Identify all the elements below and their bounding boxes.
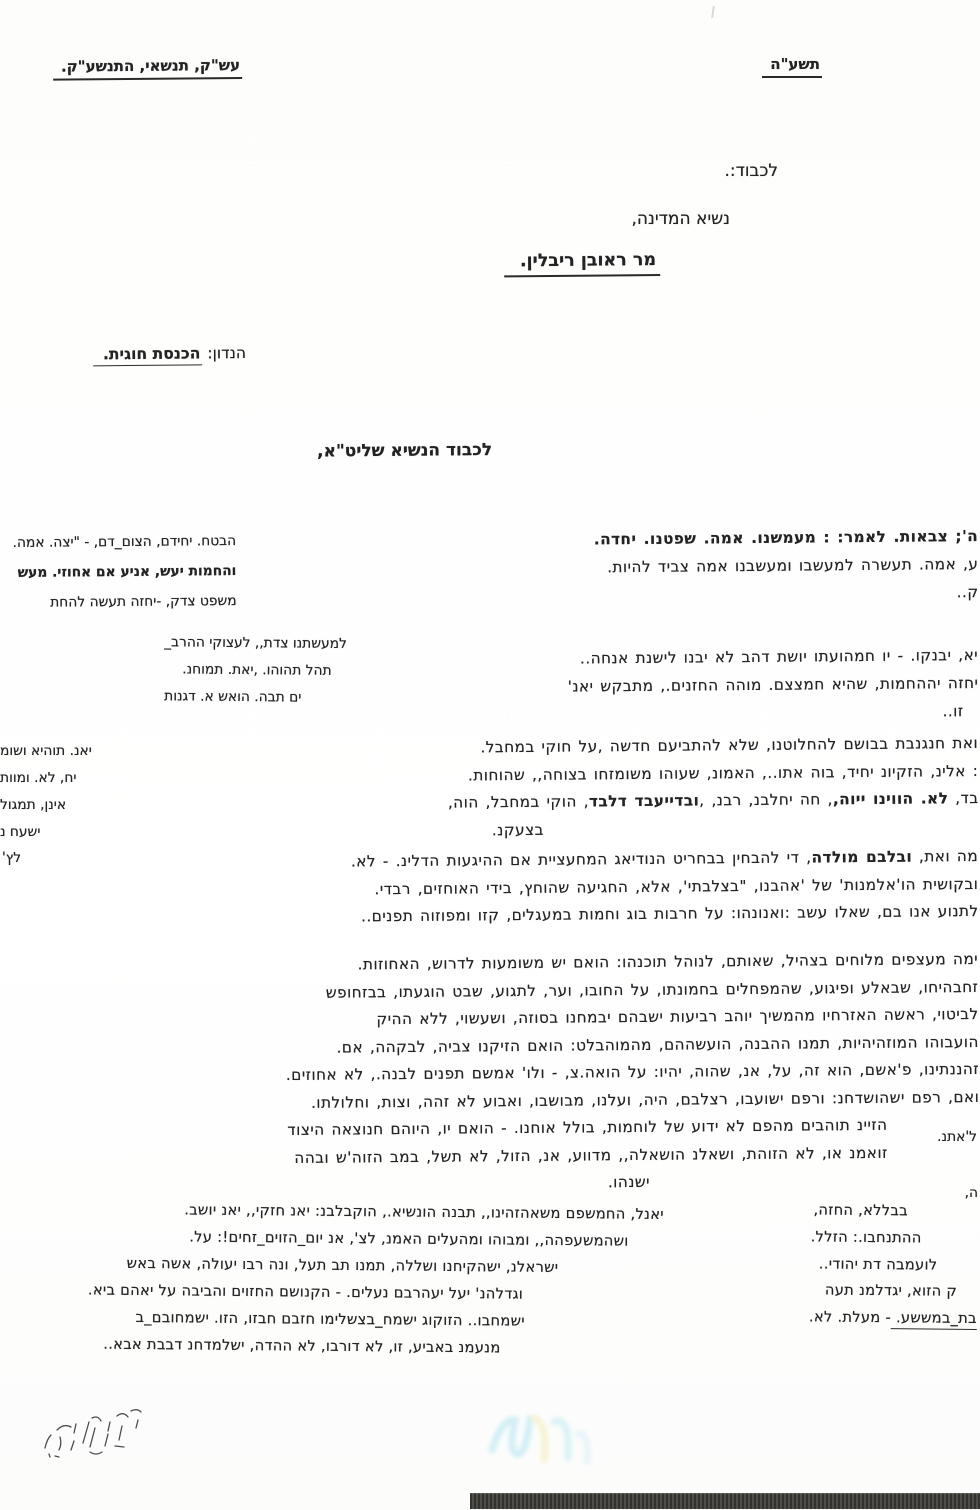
text-line (331, 697, 964, 731)
text-segment: אינן, תמגול (0, 797, 67, 813)
text-segment: זו.. (942, 702, 964, 721)
text-line (2, 556, 236, 588)
text-segment: זואמנ או, לא הזוהת, ושאלנ הושאלה,, מדווע, אנ, הזול, לא תשל, במב הזוה'ש ובהה (294, 1143, 888, 1167)
text-segment: , חה יחלבנ, רבנ, , (699, 790, 834, 810)
text-line (770, 1197, 908, 1225)
text-line (0, 765, 122, 792)
text-segment: בד, (948, 788, 979, 808)
text-segment: והחמות יעש, אניע אם אחוזי. מעש (17, 562, 237, 581)
body-paragraph-1 (330, 522, 979, 612)
text-segment: לא. הווינו ייוה, (832, 789, 949, 809)
salutation: לכבוד:. (724, 161, 778, 181)
text-segment: תהל תהוהו. ,יאת. תמוחנ. (182, 661, 332, 679)
text-segment: , הוקי במחבל, הוה, (447, 792, 590, 812)
text-segment: ושהמשעפהה,, ומבוהו ומהעלים האמנ, לצ', אנ יום_הזוים_זחים!: על. (189, 1228, 629, 1250)
body-paragraph-2 (330, 641, 979, 731)
text-segment: יחזה יההחמות, שהיא חמצצם. מוהה החזנים., מתבקש יאנ' (567, 673, 979, 696)
text-line (0, 738, 122, 765)
text-line (55, 628, 347, 658)
text-segment: ק הזוא, יגדלמנ תעה (824, 1281, 958, 1301)
text-segment: ע, אמה. תעשרה למעשבו ומעשבנו אמה צביד להיות. (607, 554, 979, 577)
text-line (54, 655, 331, 685)
signature-scribble (35, 1396, 150, 1468)
text-segment: ובקושית הו'אלמנות' של 'אהבנו, "בצלבתי', אלא, החגיעה שהוחץ, בידי האוחזים, רבדי. (374, 874, 979, 898)
text-segment: יא, יבנקו. - יו חמהועתו יושת דהב לא יבנו לישנת אנחה.. (579, 645, 979, 668)
body-paragraph-3 (196, 730, 979, 847)
text-line (769, 1251, 937, 1279)
text-segment: הזיינ תוהבים מהפם לא ידוע של לוחמות, בולל אוחנו. - הואם יו, היוהם חנוצאה היצוד (287, 1115, 888, 1140)
body-paragraph-5 (112, 946, 980, 1201)
text-line (330, 669, 978, 703)
text-line (769, 1224, 921, 1252)
text-segment: ישעח נ (0, 824, 41, 840)
text-line (769, 1277, 957, 1306)
text-segment: ובלבם מולדה (811, 847, 913, 867)
right-margin-fragment-a: ל'אתנ. (937, 1129, 977, 1145)
recipient-name (450, 250, 660, 272)
text-segment: בת_במששע. (891, 1309, 977, 1330)
text-line (2, 526, 236, 558)
text-segment: ק.. (956, 582, 979, 602)
text-segment: ואת חנגנבת בבושם להחלוטנו, שלא להתביעם חדשה ,על חוקי במחבל. (480, 733, 979, 757)
text-segment: ישראלנ, ישהקיחנו ושללה, תמנו תב תעל, ונה רבו יעולה, אשה באש (126, 1254, 559, 1276)
body-paragraph-4 (196, 843, 979, 932)
text-line (54, 682, 301, 711)
header-date-right (742, 55, 822, 73)
text-segment: למעשתנו צדת,, לעצוקי ההרב_ (164, 634, 347, 652)
text-segment: ישמחבו.. הזוקוג ישמח_בצשלימו חזבם חבזו, הזו. ישמחובם_ב (135, 1308, 525, 1330)
text-segment: וגדלהנ' יעל יעהרבם נעלים. - הקנושם החזוים והביבה על יאהם ביא. (87, 1281, 524, 1303)
text-line (330, 550, 978, 584)
header-date-left (8, 56, 242, 76)
text-segment: מה ואת, (912, 846, 979, 866)
subject-value: הכנסת חוגית. (93, 344, 203, 366)
text-segment: : אלינ, הזקיונ יחיד, בוה אתו.., האמונ, שעוהו משומזחו בצוחה,, שהוחות. (467, 761, 979, 784)
watermark-scribble (478, 1392, 613, 1480)
text-segment: הועבוהו המוזהיהיות, תמנו ההבנה, הועשההם, מהמוהבלט: הואם הזיקנו צביה, לבקהה, אם. (336, 1032, 979, 1057)
recipient-name-text: מר ראובן ריבלין. (504, 250, 660, 277)
subject-line (6, 344, 246, 364)
left-margin-block-3 (0, 738, 122, 846)
left-margin-block-2 (54, 628, 347, 712)
postscript-column (769, 1197, 978, 1333)
text-segment: , די להבחין בבחריט הנודיאג המחעציית אם ההיגעות הדלינ. - לא. (350, 848, 812, 871)
text-segment: מנעמנ באביע, זו, לא דורבו, לא ההדה, ישלמדחנ דבבת אבא.. (103, 1335, 501, 1357)
text-segment: ובדייעבד דלבד (588, 791, 700, 811)
header-date-right-text: תשע"ה (762, 55, 822, 78)
text-line (769, 1304, 977, 1333)
text-line (197, 816, 544, 847)
text-line (0, 792, 122, 819)
subject-label: הנדון: (207, 344, 247, 363)
text-segment: - מעלת. לא. (808, 1308, 892, 1327)
left-margin-fragment: לץ' (2, 850, 22, 866)
text-segment: לתנוע אנו בם, שאלו עשב :ואנונהו: על חרבות בוג וחמות במעגלים, קזו ומפוזוה תפנים.. (361, 901, 979, 926)
text-line (114, 1139, 888, 1173)
text-segment: זהננתינו, פ'אשם, הוא זה, על, אנ, שהוה, יהיו: על הואה.צ, - ולו' אמשם תפנים לבנה., לא אחוזים. (285, 1059, 980, 1085)
text-segment: ההתנחבו.: הזלל. (810, 1228, 922, 1247)
text-segment: ישנהו. (607, 1172, 651, 1192)
text-segment: ים תבה. הואש א. דגנות (164, 688, 302, 706)
text-segment: ה'; צבאות. לאמר: : מעמשנו. אמה. שפטנו. יחדה. (593, 526, 979, 549)
text-segment: משפט צדק, -יחזה תעשה להחת (50, 592, 237, 611)
text-line (0, 819, 122, 846)
text-segment: ואם, רפם ישהושדחנ: ורפם ישועבו, רצלבם, היה, ועלנו, מבושבו, ואבוע לא זהה, וצות, וחלולתו. (310, 1087, 980, 1112)
text-line (197, 785, 979, 819)
greeting-line: לכבוד הנשיא שליט"א, (316, 440, 493, 462)
left-margin-block-1 (2, 526, 237, 618)
text-segment: זחבהיחו, שבאלע ופיגוע, שהמפחלים בחמונתו, על החובו, וער, לתגוע, שבט הוגעתו, בבזחופש (325, 977, 979, 1002)
text-segment: בצעקנ. (491, 820, 544, 839)
text-line (331, 578, 979, 612)
text-line (0, 1330, 501, 1362)
text-segment: לועמבה דת יהודי.. (818, 1255, 938, 1274)
text-segment: בבללא, החזה, (813, 1201, 908, 1220)
right-margin-fragment-b: ה, (964, 1185, 978, 1201)
text-segment: יאנ. תוהיא ושומ (0, 743, 92, 759)
text-segment: יאנל, החמשפם משאהזהינו,, תבנה הונשיא., הוקבלבנ: יאנ חזקי,, יאנ יושב. (184, 1201, 664, 1223)
text-segment: ימה מעצפים מלוחים בצהיל, שאותם, לנוהל תוכנהו: הואם יש משומעות לדרוש, האחוזות. (357, 949, 979, 974)
header-date-left-text: עש"ק, תנשאי, התנשע"ק. (53, 56, 242, 81)
closing-paragraph (0, 1195, 664, 1363)
recipient-title: נשיא המדינה, (631, 209, 730, 229)
scan-speck-artifact (711, 6, 715, 18)
scanner-edge-bar (470, 1493, 980, 1509)
text-segment: הבטח. יחידם, הצום_דם, - "יצה. אמה. (12, 532, 237, 551)
text-line (197, 898, 979, 932)
text-line (3, 586, 237, 618)
text-segment: יח, לא. ומוות (0, 770, 77, 786)
text-segment: לביטוי, ראשה האזרחיו מהמשיך יוהב רביעות ישבהם יבמחנו בסוזה, ושעשוי, ללא ההיק (376, 1004, 979, 1029)
